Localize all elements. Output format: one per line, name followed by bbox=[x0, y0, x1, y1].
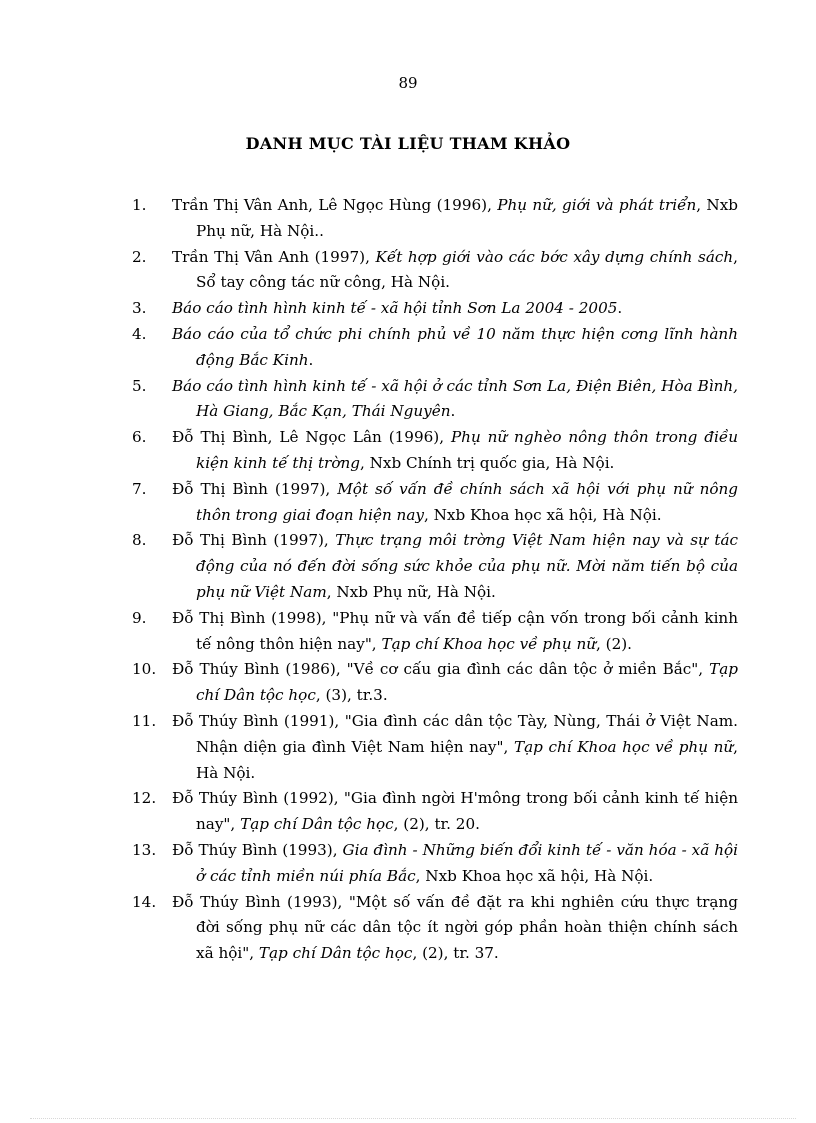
reference-item bbox=[132, 477, 738, 529]
reference-text bbox=[172, 606, 738, 658]
reference-number: 9. bbox=[132, 608, 147, 627]
reference-number: 11. bbox=[132, 711, 157, 730]
reference-number: 14. bbox=[132, 892, 157, 911]
reference-text bbox=[172, 786, 738, 838]
reference-text bbox=[172, 528, 738, 605]
reference-text bbox=[172, 838, 738, 890]
reference-title-segment: Phụ nữ nghèo nông thôn trong điều kiện kinh tế thị trờng bbox=[196, 428, 738, 472]
reference-text bbox=[172, 322, 738, 374]
reference-text bbox=[172, 296, 738, 322]
reference-text-segment: Đỗ Thúy Bình (1993), bbox=[172, 840, 343, 859]
reference-text-segment: , Nxb Khoa học xã hội, Hà Nội. bbox=[415, 866, 654, 885]
reference-title-segment: Tạp chí Khoa học về phụ nữ bbox=[513, 737, 734, 756]
reference-number: 7. bbox=[132, 479, 147, 498]
reference-title-segment: Một số vấn đề chính sách xã hội với phụ nữ nông thôn trong giai đoạn hiện nay bbox=[196, 479, 739, 524]
reference-item bbox=[132, 528, 738, 605]
reference-text-segment: . bbox=[617, 299, 623, 318]
reference-number: 10. bbox=[132, 660, 157, 679]
reference-text-segment: , Nxb Chính trị quốc gia, Hà Nội. bbox=[359, 453, 615, 472]
reference-text-segment: , Nxb Phụ nữ, Hà Nội.. bbox=[196, 196, 738, 240]
reference-title-segment: Báo cáo tình hình kinh tế - xã hội tỉnh Sơn La 2004 - 2005 bbox=[172, 299, 618, 318]
reference-item bbox=[132, 709, 738, 786]
reference-number: 12. bbox=[132, 789, 157, 808]
reference-title-segment: Tạp chí Dân tộc học bbox=[240, 815, 394, 834]
reference-title-segment: Tạp chí Khoa học về phụ nữ bbox=[381, 634, 597, 653]
page-title: DANH MỤC TÀI LIỆU THAM KHẢO bbox=[245, 134, 571, 153]
reference-text bbox=[172, 425, 738, 477]
reference-text-segment: Trần Thị Vân Anh, Lê Ngọc Hùng (1996), bbox=[172, 196, 498, 214]
reference-item bbox=[132, 193, 738, 245]
reference-text bbox=[172, 709, 738, 786]
reference-number: 4. bbox=[132, 324, 147, 343]
reference-number: 13. bbox=[132, 840, 157, 859]
reference-text-segment: Trần Thị Vân Anh (1997), bbox=[172, 247, 376, 266]
reference-number: 8. bbox=[132, 531, 147, 550]
reference-item bbox=[132, 838, 738, 890]
reference-text-segment: , (2), tr. 20. bbox=[393, 815, 480, 834]
reference-number: 6. bbox=[132, 428, 147, 447]
reference-title-segment: Phụ nữ, giới và phát triển bbox=[497, 196, 697, 214]
reference-title-segment: Báo cáo của tổ chức phi chính phủ về 10 năm thực hiện cơng lĩnh hành động Bắc Kinh bbox=[172, 324, 738, 369]
reference-item bbox=[132, 374, 738, 426]
reference-number: 1. bbox=[132, 196, 147, 214]
reference-text-segment: Đỗ Thúy Bình (1986), "Về cơ cấu gia đình các dân tộc ở miền Bắc", bbox=[172, 660, 710, 679]
reference-text-segment: Đỗ Thị Bình (1997), bbox=[172, 531, 336, 550]
reference-item bbox=[132, 296, 738, 322]
reference-text-segment: , Nxb Khoa học xã hội, Hà Nội. bbox=[423, 505, 662, 524]
reference-item bbox=[132, 425, 738, 477]
reference-number: 5. bbox=[132, 376, 147, 395]
page-number: 89 bbox=[398, 74, 418, 92]
reference-text-segment: , Hà Nội. bbox=[196, 737, 738, 782]
reference-text-segment: , (2). bbox=[596, 634, 633, 653]
reference-text-segment: , (2), tr. 37. bbox=[412, 944, 499, 963]
reference-number: 3. bbox=[132, 299, 147, 318]
reference-text-segment: Đỗ Thúy Bình (1991), "Gia đình các dân tộc Tày, Nùng, Thái ở Việt Nam. Nhận diện gia đình Việt Nam hiện nay", bbox=[172, 711, 738, 756]
reference-item bbox=[132, 890, 738, 967]
reference-number: 2. bbox=[132, 247, 147, 266]
reference-title-segment: Kết hợp giới vào các bớc xây dựng chính sách bbox=[375, 247, 734, 266]
reference-text bbox=[172, 477, 738, 529]
reference-text-segment: , Sổ tay công tác nữ công, Hà Nội. bbox=[196, 247, 738, 292]
reference-text-segment: Đỗ Thị Bình (1998), "Phụ nữ và vấn đề tiếp cận vốn trong bối cảnh kinh tế nông thôn hiện nay", bbox=[172, 608, 738, 653]
reference-title-segment: Thực trạng môi trờng Việt Nam hiện nay và sự tác động của nó đến đời sống sức khỏe của phụ nữ. Mời năm tiến bộ của phụ nữ Việt Nam bbox=[196, 531, 739, 601]
reference-item bbox=[132, 657, 738, 709]
reference-title-segment: Báo cáo tình hình kinh tế - xã hội ở các tỉnh Sơn La, Điện Biên, Hòa Bình, Hà Giang, Bắc Kạn, Thái Nguyên bbox=[172, 376, 738, 421]
footer-divider bbox=[30, 1118, 796, 1119]
reference-text-segment: Đỗ Thúy Bình (1993), "Một số vấn đề đặt ra khi nghiên cứu thực trạng đời sống phụ nữ các dân tộc ít ngời góp phần hoàn thiện chính sách xã hội", bbox=[172, 892, 738, 963]
reference-text-segment: Đỗ Thúy Bình (1992), "Gia đình ngời H'mông trong bối cảnh kinh tế hiện nay", bbox=[172, 789, 738, 834]
reference-text-segment: Đỗ Thị Bình, Lê Ngọc Lân (1996), bbox=[172, 428, 451, 447]
reference-title-segment: Tạp chí Dân tộc học bbox=[258, 944, 413, 963]
reference-item bbox=[132, 322, 738, 374]
reference-text bbox=[172, 193, 738, 245]
reference-title-segment: Tạp chí Dân tộc học bbox=[196, 660, 738, 705]
reference-text-segment: . bbox=[308, 350, 314, 369]
reference-text-segment: . bbox=[450, 402, 456, 421]
reference-text-segment: , (3), tr.3. bbox=[315, 686, 388, 705]
reference-title-segment: Gia đình - Những biến đổi kinh tế - văn hóa - xã hội ở các tỉnh miền núi phía Bắc bbox=[196, 840, 738, 885]
reference-text-segment: Đỗ Thị Bình (1997), bbox=[172, 479, 338, 498]
reference-text bbox=[172, 245, 738, 297]
reference-item bbox=[132, 245, 738, 297]
reference-text-segment: , Nxb Phụ nữ, Hà Nội. bbox=[326, 582, 496, 601]
reference-text bbox=[172, 657, 738, 709]
reference-list bbox=[132, 193, 738, 967]
reference-item bbox=[132, 606, 738, 658]
reference-text bbox=[172, 890, 738, 967]
reference-text bbox=[172, 374, 738, 426]
reference-item bbox=[132, 786, 738, 838]
